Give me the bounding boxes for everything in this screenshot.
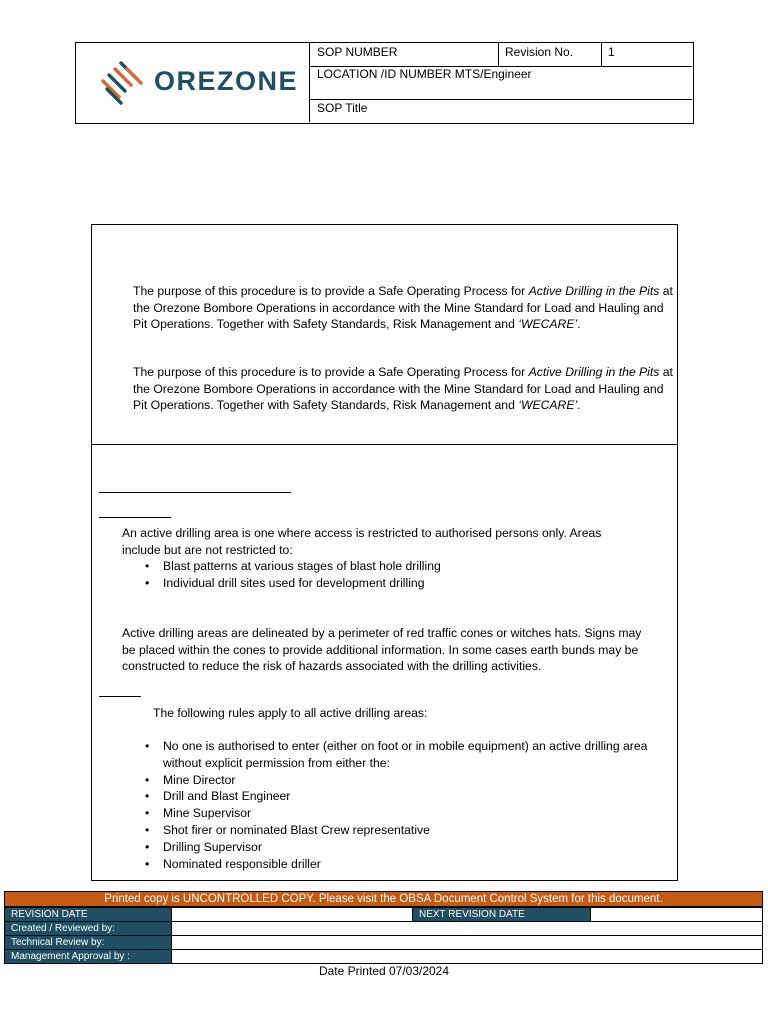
purpose-text: at the Orezone Bombore Operations in accordance with the Mine Standard for Load and Hauling and Pit Operations. Together with Safety Standards, Risk Management and xyxy=(133,365,673,412)
orezone-logo-text: OREZONE xyxy=(154,66,299,96)
orezone-logo-icon xyxy=(99,59,149,109)
revision-value: 1 xyxy=(608,45,615,59)
wecare-emphasis: ‘WECARE’ xyxy=(518,398,578,412)
management-approval-field xyxy=(171,949,763,964)
technical-review-field xyxy=(171,935,763,950)
next-revision-date-field xyxy=(590,907,763,922)
revision-date-field xyxy=(171,907,413,922)
purpose-paragraph xyxy=(133,283,673,333)
heading-underline xyxy=(99,696,141,697)
list-item: • Drill and Blast Engineer xyxy=(163,788,673,805)
list-item: • Shot firer or nominated Blast Crew representative xyxy=(163,822,673,839)
purpose-paragraph xyxy=(133,364,673,414)
list-item: • No one is authorised to enter (either on foot or in mobile equipment) an active drilling area without explicit permission from either the: xyxy=(163,738,673,772)
purpose-emphasis: Active Drilling in the Pits xyxy=(528,284,660,298)
purpose-text: at the Orezone Bombore Operations in accordance with the Mine Standard for Load and Hauling and Pit Operations. Together with Safety Standards, Risk Management and xyxy=(133,284,673,331)
heading-underline xyxy=(99,492,291,493)
sop-number-label: SOP NUMBER xyxy=(317,45,398,59)
list-item: • Individual drill sites used for development drilling xyxy=(163,575,683,592)
list-item: • Drilling Supervisor xyxy=(163,839,673,856)
created-reviewed-label: Created / Reviewed by: xyxy=(4,921,172,936)
purpose-text: . xyxy=(577,398,581,412)
heading-underline xyxy=(99,517,171,518)
rules-list xyxy=(122,738,673,872)
list-item: • Nominated responsible driller xyxy=(163,856,673,873)
purpose-text: The purpose of this procedure is to provide a Safe Operating Process for xyxy=(133,284,529,298)
next-revision-date-label: NEXT REVISION DATE xyxy=(412,907,591,922)
delineation-paragraph: Active drilling areas are delineated by a perimeter of red traffic cones or witches hats. Signs may be placed within the cones to provide additional information. In some cases earth bunds may be constructed to reduce the risk of hazards associated with the drilling activities. xyxy=(122,626,642,673)
purpose-section xyxy=(91,224,678,445)
revision-date-label: REVISION DATE xyxy=(4,907,172,922)
purpose-text: . xyxy=(577,317,581,331)
revision-label: Revision No. xyxy=(505,45,574,59)
technical-review-label: Technical Review by: xyxy=(4,935,172,950)
created-reviewed-field xyxy=(171,921,763,936)
location-label: LOCATION /ID NUMBER MTS/Engineer xyxy=(317,67,532,81)
sop-title-label: SOP Title xyxy=(317,101,368,115)
purpose-text: The purpose of this procedure is to provide a Safe Operating Process for xyxy=(133,365,529,379)
list-item: • Blast patterns at various stages of blast hole drilling xyxy=(163,558,683,575)
rules-intro: The following rules apply to all active drilling areas: xyxy=(153,706,428,720)
active-drilling-definition: An active drilling area is one where access is restricted to authorised persons only. Areas include but are not restricted to: xyxy=(122,526,602,557)
date-printed: Date Printed 07/03/2024 xyxy=(318,964,450,978)
wecare-emphasis: ‘WECARE’ xyxy=(518,317,578,331)
list-item: • Mine Supervisor xyxy=(163,805,673,822)
uncontrolled-copy-banner: Printed copy is UNCONTROLLED COPY. Please visit the OBSA Document Control System for this document. xyxy=(4,891,763,907)
drilling-areas-list xyxy=(122,558,683,592)
management-approval-label: Management Approval by : xyxy=(4,949,172,964)
purpose-emphasis: Active Drilling in the Pits xyxy=(528,365,660,379)
list-item: • Mine Director xyxy=(163,772,673,789)
